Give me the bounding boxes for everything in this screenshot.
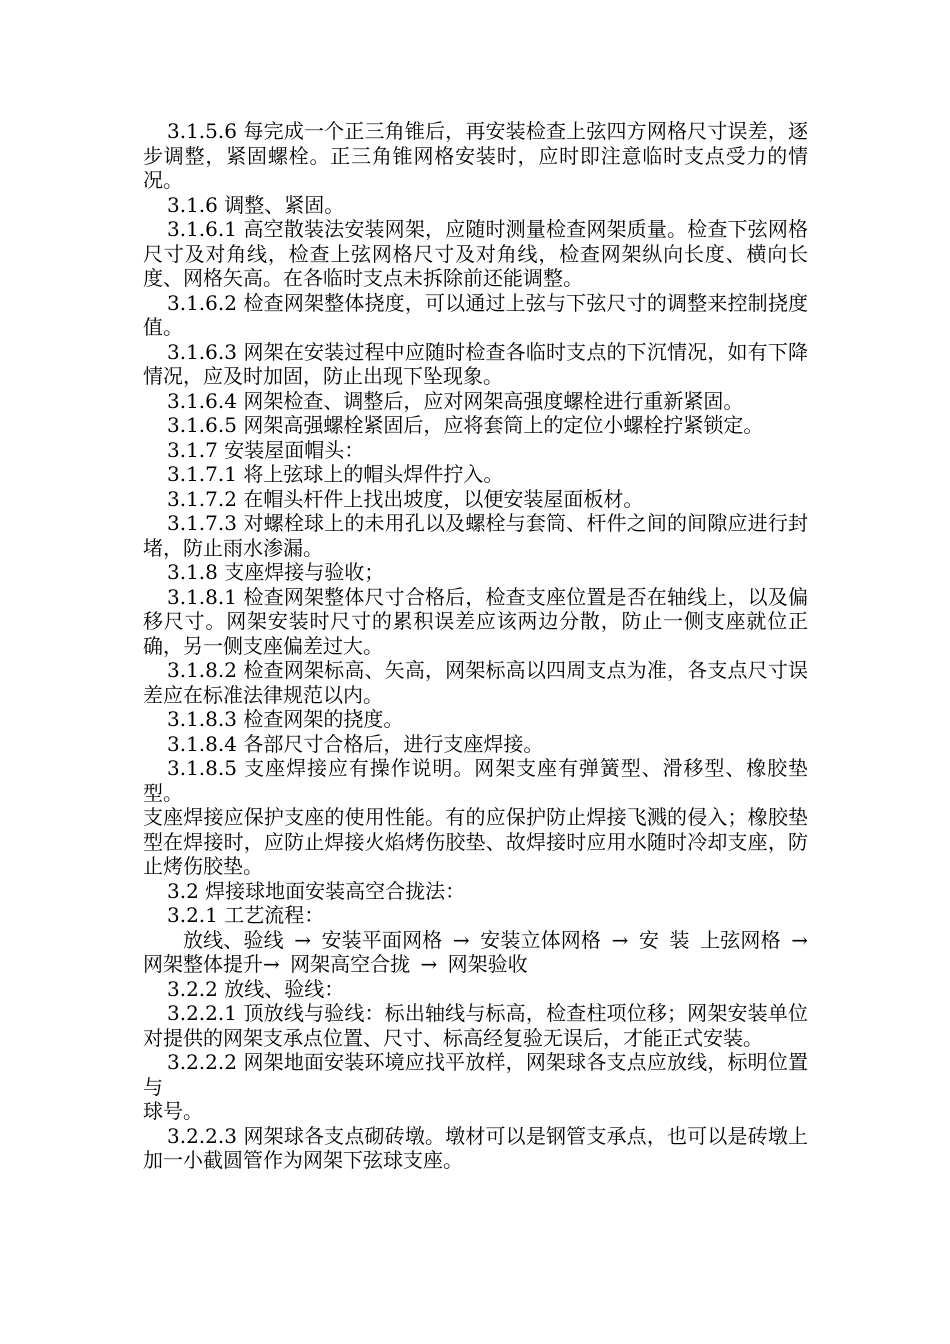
paragraph-3-1-8-4: 3.1.8.4 各部尺寸合格后，进行支座焊接。: [167, 731, 544, 756]
paragraph-3-1-6-2: 3.1.6.2 检查网架整体挠度，可以通过上弦与下弦尺寸的调整来控制挠度值。: [143, 290, 808, 339]
paragraph-3-1-8-1: 3.1.8.1 检查网架整体尺寸合格后，检查支座位置是否在轴线上，以及偏移尺寸。网架安装时尺寸的累积误差应该两边分散，防止一侧支座就位正确，另一侧支座偏差过大。: [143, 584, 808, 658]
paragraph-3-1-7-2: 3.1.7.2 在帽头杆件上找出坡度，以便安装屋面板材。: [167, 486, 644, 511]
heading-3-2-1: 3.2.1 工艺流程：: [167, 903, 325, 927]
paragraph-3-1-8-2: 3.1.8.2 检查网架标高、矢高，网架标高以四周支点为准，各支点尺寸误差应在标准法律规范以内。: [143, 658, 808, 707]
paragraph-3-1-6-5: 3.1.6.5 网架高强螺栓紧固后，应将套筒上的定位小螺栓拧紧锁定。: [167, 413, 764, 437]
paragraph-support-welding-note: 支座焊接应保护支座的使用性能。有的应保护防止焊接飞溅的侵入；橡胶垫型在焊接时，应防止焊接火焰烤伤胶垫、故焊接时应用水随时冷却支座，防止烤伤胶垫。: [143, 805, 808, 878]
paragraph-3-1-8-3: 3.1.8.3 检查网架的挠度。: [167, 707, 404, 731]
paragraph-3-2-2-1: 3.2.2.1 顶放线与验线：标出轴线与标高，检查柱项位移；网架安装单位对提供的网架支承点位置、尺寸、标高经复验无误后，才能正式安装。: [143, 1001, 808, 1050]
paragraph-3-1-7-3: 3.1.7.3 对螺栓球上的未用孔以及螺栓与套筒、杆件之间的间隙应进行封堵，防止雨水渗漏。: [143, 511, 808, 560]
heading-3-1-6: 3.1.6 调整、紧固。: [167, 192, 345, 217]
heading-3-2: 3.2 焊接球地面安装高空合拢法：: [167, 878, 466, 903]
paragraph-3-1-6-1: 3.1.6.1 高空散装法安装网架，应随时测量检查网架质量。检查下弦网格尺寸及对角线，检查上弦网格尺寸及对角线，检查网架纵向长度、横向长度、网格矢高。在各临时支点未拆除前还能调整。: [143, 217, 808, 290]
document-body: [143, 119, 808, 1173]
heading-3-2-2: 3.2.2 放线、验线：: [167, 976, 345, 1001]
paragraph-3-2-2-3: 3.2.2.3 网架球各支点砌砖墩。墩材可以是钢管支承点，也可以是砖墩上加一小截圆管作为网架下弦球支座。: [143, 1123, 808, 1172]
heading-3-1-8: 3.1.8 支座焊接与验收；: [167, 560, 385, 584]
paragraph-3-1-7-1: 3.1.7.1 将上弦球上的帽头焊件拧入。: [167, 462, 504, 486]
process-flow: 放线、验线 → 安装平面网格 → 安装立体网格 → 安 装 上弦网格 → 网架整体提升→ 网架高空合拢 → 网架验收: [143, 927, 808, 976]
paragraph-3-2-2-2: 3.2.2.2 网架地面安装环境应找平放样，网架球各支点应放线，标明位置与: [143, 1050, 808, 1099]
paragraph-3-1-6-4: 3.1.6.4 网架检查、调整后，应对网架高强度螺栓进行重新紧固。: [167, 388, 744, 413]
paragraph-ball-number: 球号。: [143, 1099, 203, 1123]
heading-3-1-7: 3.1.7 安装屋面帽头：: [167, 437, 365, 462]
paragraph-3-1-6-3: 3.1.6.3 网架在安装过程中应随时检查各临时支点的下沉情况，如有下降情况，应及时加固，防止出现下坠现象。: [143, 339, 808, 388]
paragraph-3-1-8-5: 3.1.8.5 支座焊接应有操作说明。网架支座有弹簧型、滑移型、橡胶垫型。: [143, 756, 808, 805]
paragraph-3-1-5-6: 3.1.5.6 每完成一个正三角锥后，再安装检查上弦四方网格尺寸误差，逐步调整，紧固螺栓。正三角锥网格安装时，应时即注意临时支点受力的情况。: [143, 119, 808, 192]
